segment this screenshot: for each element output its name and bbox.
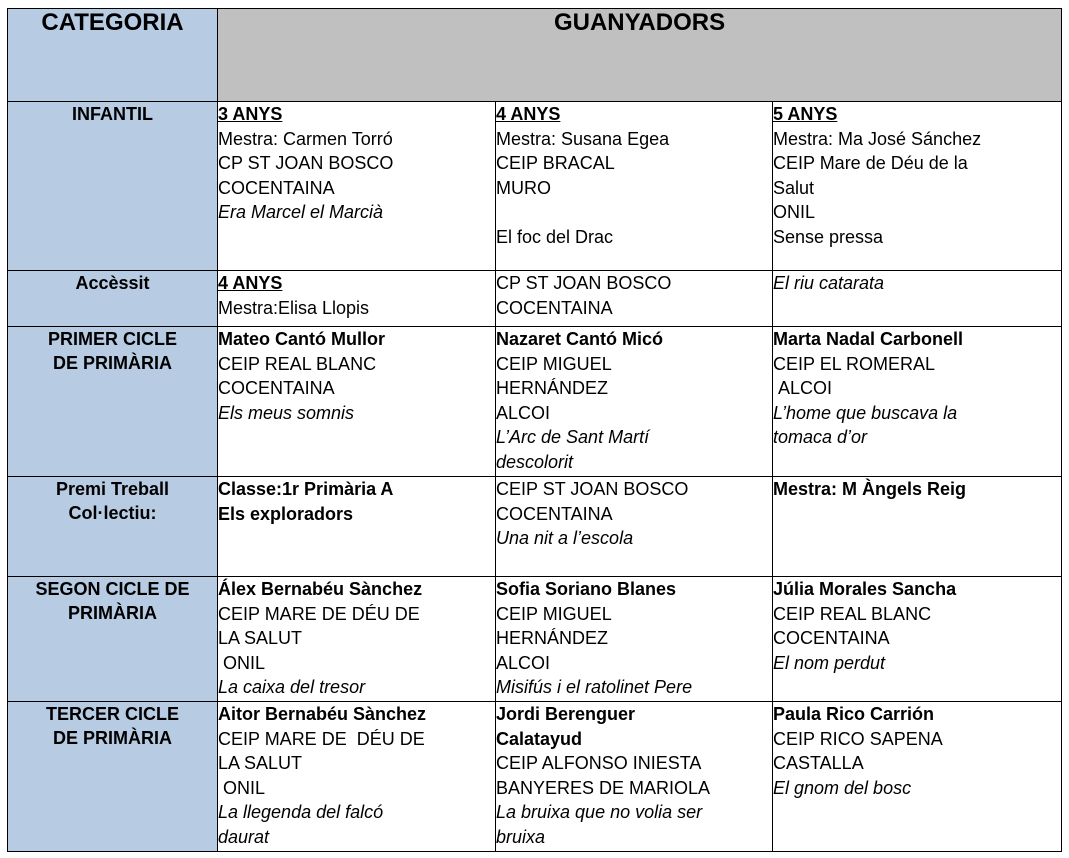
student-name: Álex Bernabéu Sànchez <box>218 579 423 599</box>
work-title-cont: daurat <box>218 826 270 847</box>
student-name: Sofia Soriano Blanes <box>496 579 677 599</box>
work-title: El foc del Drac <box>496 226 614 247</box>
work-title: L’home que buscava la <box>773 402 958 423</box>
age-label: 3 ANYS <box>218 104 283 124</box>
work-title: El gnom del bosc <box>773 777 912 798</box>
work-title-cont: descolorit <box>496 451 574 472</box>
student-name: Marta Nadal Carbonell <box>773 329 964 349</box>
school: CEIP BRACAL <box>496 153 615 173</box>
table-row-infantil <box>8 102 1062 271</box>
town: COCENTAINA <box>773 628 890 648</box>
winner-cell <box>773 327 1062 477</box>
winner-cell <box>773 577 1062 702</box>
category-line: SEGON CICLE DE <box>35 579 190 599</box>
town: ALCOI <box>778 378 833 398</box>
student-name: Mateo Cantó Mullor <box>218 329 385 349</box>
school: CEIP EL ROMERAL <box>773 353 936 374</box>
class-name: Classe:1r Primària A <box>218 479 394 499</box>
work-title: L’Arc de Sant Martí <box>496 427 650 447</box>
school-cont: LA SALUT <box>218 753 303 773</box>
category-tercer-cicle <box>8 702 218 852</box>
category-line: Col·lectiu: <box>68 503 157 523</box>
town: CASTALLA <box>773 753 864 773</box>
school: CEIP REAL BLANC <box>218 353 377 374</box>
age-label: 4 ANYS <box>218 273 283 293</box>
student-name: Paula Rico Carrión <box>773 704 935 724</box>
table-row-tercer-cicle <box>8 702 1062 852</box>
work-title: Sense pressa <box>773 226 884 247</box>
spacer <box>496 200 772 225</box>
town: ONIL <box>223 777 266 798</box>
winner-cell <box>218 271 496 327</box>
town: ALCOI <box>496 402 551 423</box>
school: CP ST JOAN BOSCO <box>496 273 672 293</box>
school-cont: HERNÁNDEZ <box>496 628 609 648</box>
age-label: 5 ANYS <box>773 104 838 124</box>
group-name: Els exploradors <box>218 503 354 524</box>
student-name: Jordi Berenguer <box>496 704 636 724</box>
table-row-primer-cicle <box>8 327 1062 477</box>
town: COCENTAINA <box>218 177 335 198</box>
winner-cell <box>773 477 1062 577</box>
category-primer-cicle <box>8 327 218 477</box>
category-segon-cicle <box>8 577 218 702</box>
school: CEIP ST JOAN BOSCO <box>496 479 689 499</box>
winner-cell <box>773 102 1062 271</box>
header-row <box>8 9 1062 102</box>
category-line: PRIMÀRIA <box>68 603 157 623</box>
teacher: Mestra: M Àngels Reig <box>773 479 967 499</box>
category-line: TERCER CICLE <box>45 704 179 724</box>
school: CEIP MIGUEL <box>496 603 612 624</box>
work-title-cont: tomaca d’or <box>773 427 868 447</box>
school-cont: HERNÁNDEZ <box>496 378 609 398</box>
table-row-premi-collectiu <box>8 477 1062 577</box>
winner-cell <box>496 577 773 702</box>
category-line: DE PRIMÀRIA <box>52 728 172 748</box>
work-title: Misifús i el ratolinet Pere <box>496 677 693 697</box>
school: CEIP MARE DE DÉU DE <box>218 728 425 749</box>
town: BANYERES DE MARIOLA <box>496 777 711 798</box>
winner-cell <box>218 327 496 477</box>
town: MURO <box>496 177 551 198</box>
winner-cell <box>218 477 496 577</box>
work-title: La caixa del tresor <box>218 677 366 697</box>
winner-cell <box>218 702 496 852</box>
winner-cell <box>496 271 773 327</box>
work-title-cont: bruixa <box>496 826 546 847</box>
winner-cell <box>773 702 1062 852</box>
school: CP ST JOAN BOSCO <box>218 153 394 173</box>
work-title: Els meus somnis <box>218 402 355 423</box>
student-name-cont: Calatayud <box>496 728 583 749</box>
town: ALCOI <box>496 652 551 673</box>
teacher: Mestra: Susana Egea <box>496 128 670 149</box>
work-title: La llegenda del falcó <box>218 802 384 822</box>
winner-cell <box>773 271 1062 327</box>
school-cont: LA SALUT <box>218 628 303 648</box>
work-title: Una nit a l’escola <box>496 528 634 548</box>
table-row-accessit <box>8 271 1062 327</box>
table-row-segon-cicle <box>8 577 1062 702</box>
category-infantil: INFANTIL <box>8 102 218 271</box>
work-title: El nom perdut <box>773 652 886 673</box>
teacher: Mestra: Carmen Torró <box>218 128 393 149</box>
age-label: 4 ANYS <box>496 104 561 124</box>
school: CEIP ALFONSO INIESTA <box>496 753 702 773</box>
student-name: Júlia Morales Sancha <box>773 579 957 599</box>
school: CEIP REAL BLANC <box>773 603 932 624</box>
winners-table <box>7 8 1062 852</box>
category-accessit: Accèssit <box>8 271 218 327</box>
town: ONIL <box>773 202 816 222</box>
town: ONIL <box>223 652 266 673</box>
school: CEIP MARE DE DÉU DE <box>218 603 420 624</box>
school-cont: Salut <box>773 177 815 198</box>
category-line: PRIMER CICLE <box>47 329 177 349</box>
school: CEIP MIGUEL <box>496 353 612 374</box>
teacher: Mestra: Ma José Sánchez <box>773 128 982 149</box>
winner-cell <box>496 327 773 477</box>
student-name: Nazaret Cantó Micó <box>496 329 664 349</box>
town: COCENTAINA <box>496 503 613 524</box>
winner-cell <box>496 702 773 852</box>
town: COCENTAINA <box>218 378 335 398</box>
category-premi-collectiu <box>8 477 218 577</box>
category-line: Premi Treball <box>55 479 170 499</box>
school: CEIP Mare de Déu de la <box>773 153 968 173</box>
winner-cell <box>218 102 496 271</box>
work-title: La bruixa que no volia ser <box>496 802 703 822</box>
guanyadors-header: GUANYADORS <box>218 9 1062 102</box>
winner-cell <box>218 577 496 702</box>
winner-cell <box>496 102 773 271</box>
category-line: DE PRIMÀRIA <box>52 353 172 373</box>
categoria-header: CATEGORIA <box>8 9 218 102</box>
work-title: Era Marcel el Marcià <box>218 202 384 222</box>
winner-cell <box>496 477 773 577</box>
teacher: Mestra:Elisa Llopis <box>218 297 370 318</box>
student-name: Aitor Bernabéu Sànchez <box>218 704 427 724</box>
school: CEIP RICO SAPENA <box>773 728 943 749</box>
work-title: El riu catarata <box>773 273 885 293</box>
town: COCENTAINA <box>496 297 613 318</box>
